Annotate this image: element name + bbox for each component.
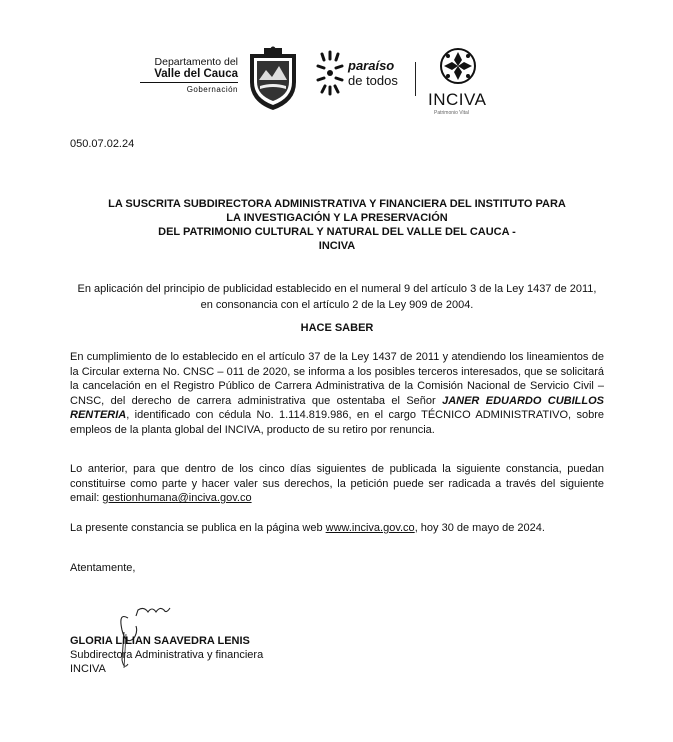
employee-name: JANER EDUARDO CUBILLOS RENTERIA [70, 394, 604, 422]
inciva-logo [424, 46, 500, 120]
title-line: LA SUSCRITA SUBDIRECTORA ADMINISTRATIVA Y FINANCIERA DEL INSTITUTO PARA [108, 198, 566, 210]
paraiso-logo [314, 48, 404, 108]
intro-paragraph: En aplicación del principio de publicidad establecido en el numeral 9 del artículo 3 de la Ley 1437 de 2011, en consonancia con el artículo 2 de la Ley 909 de 2004. [77, 283, 597, 311]
p3-text-a: La presente constancia se publica en la página web [70, 522, 326, 534]
website-link[interactable]: www.inciva.gov.co [325, 522, 415, 534]
coat-of-arms-icon [246, 46, 300, 112]
signer-name: GLORIA LILIAN SAAVEDRA LENIS [70, 635, 250, 647]
paraiso-line1: paraíso [348, 58, 395, 73]
p1-text-b: , identificado con cédula No. 1.114.819.986, en el cargo TÉCNICO ADMINISTRATIVO, sobre empleos de la planta global del INCIVA, producto de su retiro por renuncia. [70, 409, 604, 436]
section-heading: HACE SABER [300, 322, 374, 334]
body-paragraph-3 [70, 521, 610, 536]
p2-text-a: Lo anterior, para que dentro de los cinco días siguientes de publicada la siguiente constancia, puedan constituirse como parte y hacer valer sus derechos, la petición puede ser radicada a través del siguiente email: [70, 463, 604, 505]
p3-text-b: , hoy 30 de mayo de 2024. [414, 522, 545, 534]
inciva-tagline: Patrimonio Vital [434, 110, 469, 116]
inciva-wordmark: INCIVA [428, 90, 487, 109]
p1-text-a: En cumplimiento de lo establecido en el artículo 37 de la Ley 1437 de 2011 y atendiendo los lineamientos de la Circular externa No. CNSC – 011 de 2020, se informa a los posibles terceros interesados, que se solicitará la cancelación en el Registro Público de Carrera Administrativa de la Comisión Nacional de Servicio Civil – CNSC, del derecho de carrera administrativa que ostentaba el Señor [70, 351, 604, 407]
dept-line2: Valle del Cauca [140, 68, 238, 83]
sunburst-icon [314, 48, 348, 108]
email-link[interactable]: gestionhumana@inciva.gov.co [102, 492, 252, 505]
title-line: INCIVA [318, 240, 356, 252]
paraiso-line2: de todos [348, 73, 398, 88]
body-paragraph-2 [70, 462, 604, 506]
signer-role: Subdirectora Administrativa y financiera [70, 649, 264, 661]
document-title [60, 197, 614, 253]
signature-block [70, 634, 263, 676]
body-paragraph-1 [70, 350, 604, 438]
title-line: DEL PATRIMONIO CULTURAL Y NATURAL DEL VALLE DEL CAUCA - [158, 226, 516, 238]
gobernacion-logo-text [140, 56, 238, 94]
dept-line1: Departamento del [154, 56, 238, 68]
signer-org: INCIVA [70, 663, 106, 675]
title-line: LA INVESTIGACIÓN Y LA PRESERVACIÓN [226, 212, 448, 224]
closing-salutation: Atentamente, [70, 562, 136, 574]
dept-line3: Gobernación [186, 85, 238, 95]
inciva-emblem-icon [424, 46, 500, 90]
document-code: 050.07.02.24 [70, 138, 135, 150]
header-divider [415, 62, 416, 96]
